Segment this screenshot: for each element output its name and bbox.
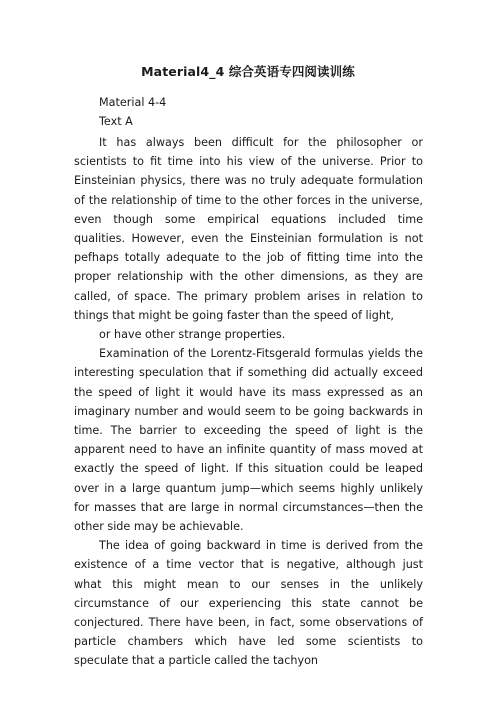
document-title: Material4_4 综合英语专四阅读训练 [141,64,355,79]
paragraph: or have other strange properties. [99,328,286,342]
paragraph: It has always been difficult for the philosopher or scientists to fit time into his view of the universe. Prior to Einsteinian physics, there was no truly adequate formulation of the relationship of time to the other forces in the universe, even though some empirical equations included time qualities. However, even the Einsteinian formulation is not pefhaps totally adequate to the job of fitting time into the proper relationship with the other dimensions, as they are called, of space. The primary problem arises in relation to things that might be going faster than the speed of light, [74,136,423,322]
document-body [74,133,423,671]
paragraph: Examination of the Lorentz-Fitsgerald formulas yields the interesting speculation that if something did actually exceed the speed of light it would have its mass expressed as an imaginary number and would seem to be going backwards in time. The barrier to exceeding the speed of light is the apparent need to have an infinite quantity of mass moved at exactly the speed of light. If this situation could be leaped over in a large quantum jump—which seems highly unlikely for masses that are large in normal circumstances—then the other side may be achievable. [74,347,423,534]
paragraph: The idea of going backward in time is derived from the existence of a time vector that is negative, although just what this might mean to our senses in the unlikely circumstance of our experiencing this state cannot be conjectured. There have been, in fact, some observations of particle chambers which have led some scientists to speculate that a particle called the tachyon [74,539,423,668]
material-label: Material 4-4 [99,96,167,109]
text-label: Text A [99,115,133,128]
